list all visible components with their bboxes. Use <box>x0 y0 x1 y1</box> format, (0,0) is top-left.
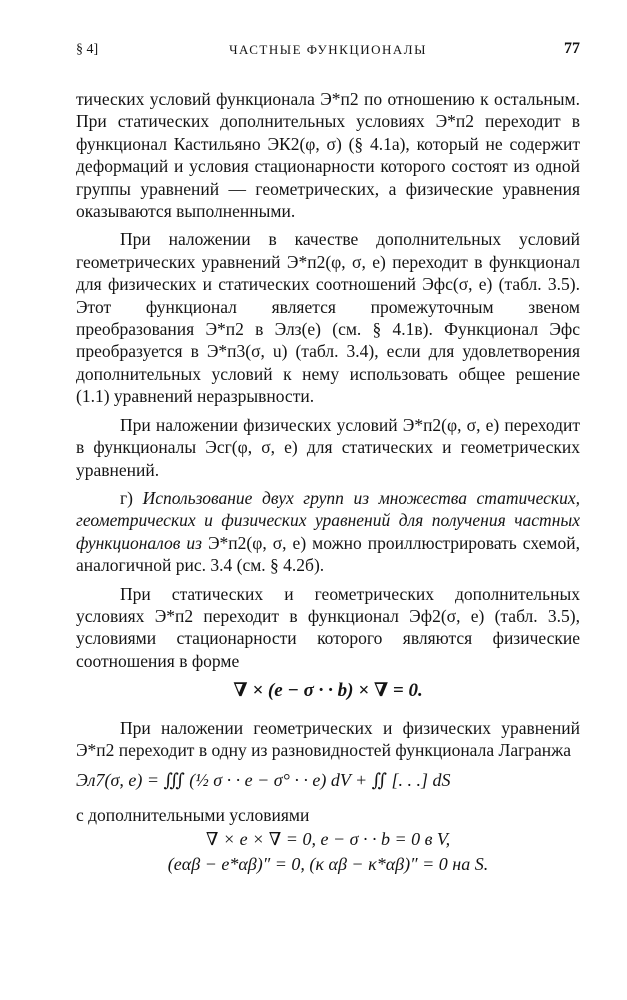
paragraph-1: тических условий функционала Э*п2 по отношению к остальным. При статических дополнительных условиях Э*п2 переходит в функционал Кастильяно ЭК2(φ, σ) (§ 4.1а), который не содержит деформаций и условия стационарности которого состоят из одной группы уравнений — геометрических, а физические уравнения оказываются выполненными. <box>76 89 580 222</box>
paragraph-2: При наложении в качестве дополнительных условий геометрических уравнений Э*п2(φ, σ, e) переходит в функционал для физических и статических соотношений Эфс(σ, e) (табл. 3.5). Этот функционал является промежуточным звеном преобразования Э*п2 в Элз(e) (см. § 4.1в). Функционал Эфс преобразуется в Э*п3(σ, u) (табл. 3.4), если для удовлетворения дополнительных условий к нему использовать общее решение (1.1) уравнений неразрывности. <box>76 229 580 407</box>
header-title: ЧАСТНЫЕ ФУНКЦИОНАЛЫ <box>229 42 427 57</box>
equation-3: ∇ × e × ∇ = 0, e − σ · · b = 0 в V, <box>205 829 451 850</box>
running-header <box>76 40 580 62</box>
paragraph-6: При наложении геометрических и физических уравнений Э*п2 переходит в одну из разновидностей функционала Лагранжа <box>76 717 580 760</box>
paragraph-3: При наложении физических условий Э*п2(φ, σ, e) переходит в функционалы Эсг(φ, σ, e) для статических и геометрических уравнений. <box>76 414 580 480</box>
equation-1: ∇ × (e − σ · · b) × ∇ = 0. <box>233 680 423 702</box>
paragraph-4-italic: Использование двух групп из множества статических, геометрических и физических уравнений для получения частных функционалов из <box>76 487 580 553</box>
paragraph-4-label: г) <box>120 487 134 508</box>
paragraph-4-rest: Э*п2(φ, σ, e) можно проиллюстрировать схемой, аналогичной рис. 3.4 (см. § 4.2б). <box>76 532 580 576</box>
paragraph-4 <box>76 487 580 577</box>
page-number: 77 <box>564 40 580 57</box>
header-section: § 4] <box>76 42 99 57</box>
paragraph-7: с дополнительными условиями <box>76 804 310 825</box>
page-body <box>76 88 580 877</box>
equation-4: (eαβ − e*αβ)″ = 0, (κ αβ − κ*αβ)″ = 0 на S. <box>167 853 489 874</box>
equation-2: Эл7(σ, e) = ∭ (½ σ · · e − σ° · · e) dV + ∬ [. . .] dS <box>76 770 451 791</box>
paragraph-5: При статических и геометрических дополнительных условиях Э*п2 переходит в функционал Эф2(σ, e) (табл. 3.5), условиями стационарности которого являются физические соотношения в форме <box>76 583 580 671</box>
